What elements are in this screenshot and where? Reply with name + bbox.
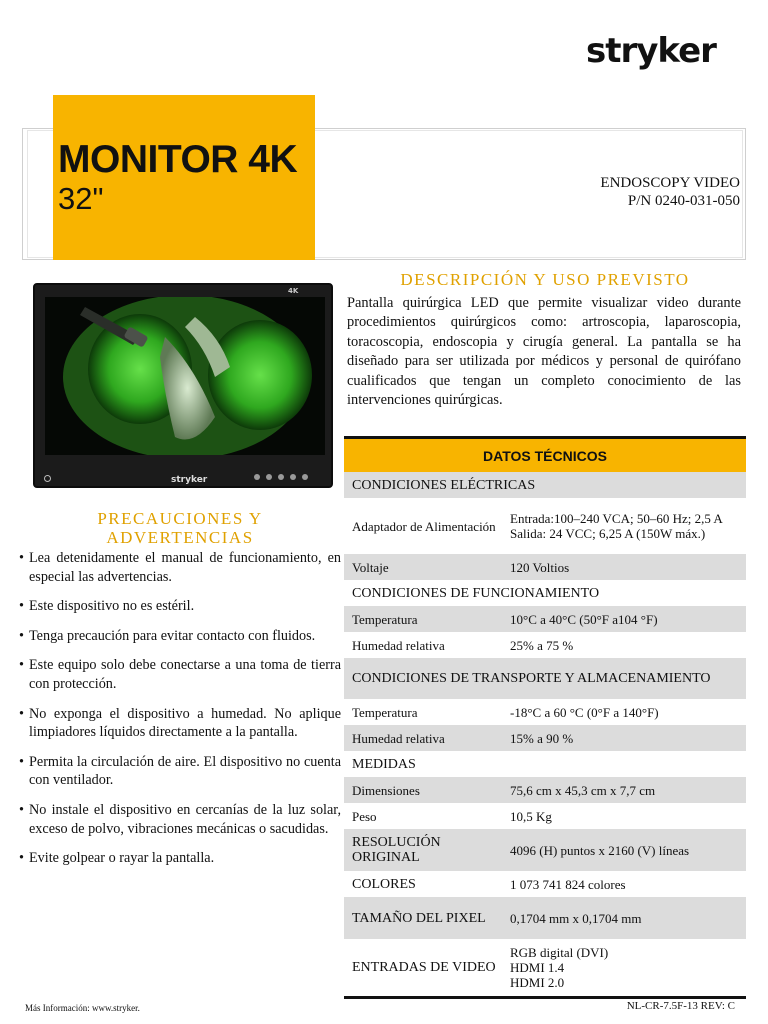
table-row (344, 554, 746, 580)
list-item: • Este equipo solo debe conectarse a una toma de tierra con protección. (19, 656, 341, 693)
product-info (600, 174, 740, 210)
list-item: • Evite golpear o rayar la pantalla. (19, 849, 341, 868)
table-row (344, 897, 746, 939)
description-heading: DESCRIPCIÓN Y USO PREVISTO (400, 270, 690, 289)
list-item: • No exponga el dispositivo a humedad. No aplique limpiadores líquidos directamente a la pantalla. (19, 705, 341, 742)
spec-label: Peso (352, 808, 377, 824)
spec-value: -18°C a 60 °C (0°F a 140°F) (510, 704, 659, 720)
table-row (344, 632, 746, 658)
table-row (344, 803, 746, 829)
specs-heading: DATOS TÉCNICOS (344, 436, 746, 472)
footer-more-info: Más Información: www.stryker. (25, 1003, 140, 1013)
table-row (344, 829, 746, 871)
spec-value: 1 073 741 824 colores (510, 876, 626, 892)
spec-value: 10,5 Kg (510, 808, 552, 824)
table-row (344, 777, 746, 803)
endoscopy-image (45, 297, 325, 455)
table-row (344, 725, 746, 751)
table-row (344, 871, 746, 897)
specs-section-measures: MEDIDAS (352, 756, 416, 772)
product-type: ENDOSCOPY VIDEO (600, 175, 740, 191)
specs-table (344, 436, 746, 999)
spec-value: 25% a 75 % (510, 637, 574, 653)
spec-value: 10°C a 40°C (50°F a104 °F) (510, 611, 658, 627)
spec-value: RGB digital (DVI) HDMI 1.4 HDMI 2.0 (510, 945, 609, 990)
control-button-icon (290, 474, 296, 480)
page-title: MONITOR 4K (58, 138, 298, 181)
monitor-photo (33, 283, 333, 488)
stryker-logo: stryker (586, 31, 716, 71)
precautions-list (19, 549, 341, 879)
power-icon (44, 475, 51, 482)
spec-value: 4096 (H) puntos x 2160 (V) líneas (510, 842, 690, 858)
control-button-icon (278, 474, 284, 480)
specs-section-electrical: CONDICIONES ELÉCTRICAS (344, 472, 746, 498)
table-row (344, 498, 746, 554)
list-item: • No instale el dispositivo en cercanías de la luz solar, exceso de polvo, vibraciones mecánicas o sacudidas. (19, 801, 341, 838)
spec-value: 120 Voltios (510, 559, 570, 575)
description-text: Pantalla quirúrgica LED que permite visualizar video durante procedimientos quirúrgicos como: artroscopia, laparoscopia, toracoscopia, endoscopia y cirugía general. La pantalla se ha diseñado para ser utilizada por médicos y personal de quirófano cualificados que tengan un completo conocimiento de las intervenciones quirúrgicas. (347, 295, 741, 409)
control-button-icon (254, 474, 260, 480)
control-button-icon (302, 474, 308, 480)
monitor-4k-badge: 4K (288, 287, 299, 295)
spec-value: 0,1704 mm x 0,1704 mm (510, 910, 642, 926)
list-item: • Tenga precaución para evitar contacto con fluidos. (19, 627, 341, 646)
spec-value: 75,6 cm x 45,3 cm x 7,7 cm (510, 782, 656, 798)
spec-label: ENTRADAS DE VIDEO (352, 960, 496, 975)
spec-label: Temperatura (352, 611, 418, 627)
spec-label: Humedad relativa (352, 637, 445, 653)
part-number: P/N 0240-031-050 (627, 193, 740, 209)
precautions-heading: PRECAUCIONES Y ADVERTENCIAS (97, 509, 263, 547)
table-row (344, 939, 746, 996)
spec-label: Temperatura (352, 704, 418, 720)
spec-label: Voltaje (352, 559, 389, 575)
spec-value: 15% a 90 % (510, 730, 574, 746)
list-item: • Este dispositivo no es estéril. (19, 597, 341, 616)
table-bottom-rule (344, 996, 746, 999)
footer-revision: NL-CR-7.5F-13 REV: C (626, 1000, 735, 1012)
spec-label: Humedad relativa (352, 730, 445, 746)
spec-value: Entrada:100–240 VCA; 50–60 Hz; 2,5 A Salida: 24 VCC; 6,25 A (150W máx.) (510, 511, 723, 541)
specs-section-operating: CONDICIONES DE FUNCIONAMIENTO (352, 585, 600, 601)
spec-label: Dimensiones (352, 782, 420, 798)
spec-label: Adaptador de Alimentación (352, 518, 496, 534)
control-button-icon (266, 474, 272, 480)
monitor-brand-label: stryker (171, 475, 208, 485)
page-subtitle: 32" (58, 181, 104, 216)
monitor-screen (45, 297, 325, 455)
table-row (344, 606, 746, 632)
list-item: • Lea detenidamente el manual de funcionamiento, en especial las advertencias. (19, 549, 341, 586)
spec-label: TAMAÑO DEL PIXEL (352, 910, 486, 926)
specs-section-transport: CONDICIONES DE TRANSPORTE Y ALMACENAMIENTO (344, 658, 746, 699)
monitor-controls (254, 474, 308, 480)
list-item: • Permita la circulación de aire. El dispositivo no cuenta con ventilador. (19, 753, 341, 790)
spec-label: COLORES (352, 876, 416, 892)
spec-label: RESOLUCIÓN ORIGINAL (352, 835, 441, 865)
table-row (344, 699, 746, 725)
